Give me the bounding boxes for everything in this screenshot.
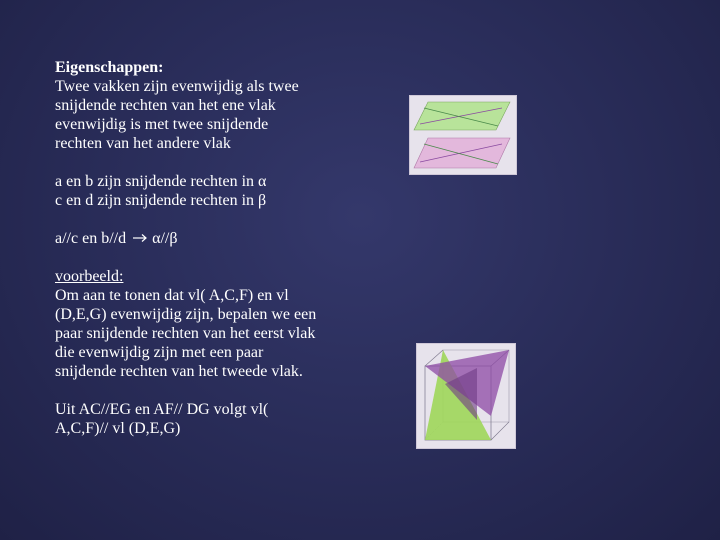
example-line: snijdende rechten van het tweede vlak. xyxy=(55,363,303,380)
cube-planes-figure xyxy=(416,343,516,449)
parallel-planes-drawing xyxy=(410,96,516,174)
property-line: rechten van het andere vlak xyxy=(55,135,231,152)
property-line: Twee vakken zijn evenwijdig als twee xyxy=(55,78,299,95)
arrow-right-icon xyxy=(132,233,148,243)
parallel-result: α//β xyxy=(152,230,178,247)
lines-cd-statement: c en d zijn snijdende rechten in β xyxy=(55,192,267,209)
conclusion-line: A,C,F)// vl (D,E,G) xyxy=(55,420,181,437)
property-line: snijdende rechten van het ene vlak xyxy=(55,97,276,114)
parallel-premise: a//c en b//d xyxy=(55,230,127,247)
property-line: evenwijdig is met twee snijdende xyxy=(55,116,269,133)
properties-heading: Eigenschappen: xyxy=(55,59,164,76)
slide-text xyxy=(55,58,395,438)
example-line: paar snijdende rechten van het eerst vlak xyxy=(55,325,316,342)
parallel-implication xyxy=(55,229,395,248)
example-line: die evenwijdig zijn met een paar xyxy=(55,344,264,361)
lines-ab-statement: a en b zijn snijdende rechten in α xyxy=(55,173,267,190)
example-line: Om aan te tonen dat vl( A,C,F) en vl xyxy=(55,287,289,304)
example-line: (D,E,G) evenwijdig zijn, bepalen we een xyxy=(55,306,317,323)
cube-drawing xyxy=(417,344,515,448)
example-heading: voorbeeld: xyxy=(55,268,124,285)
parallel-planes-figure xyxy=(409,95,517,175)
conclusion-line: Uit AC//EG en AF// DG volgt vl( xyxy=(55,401,269,418)
